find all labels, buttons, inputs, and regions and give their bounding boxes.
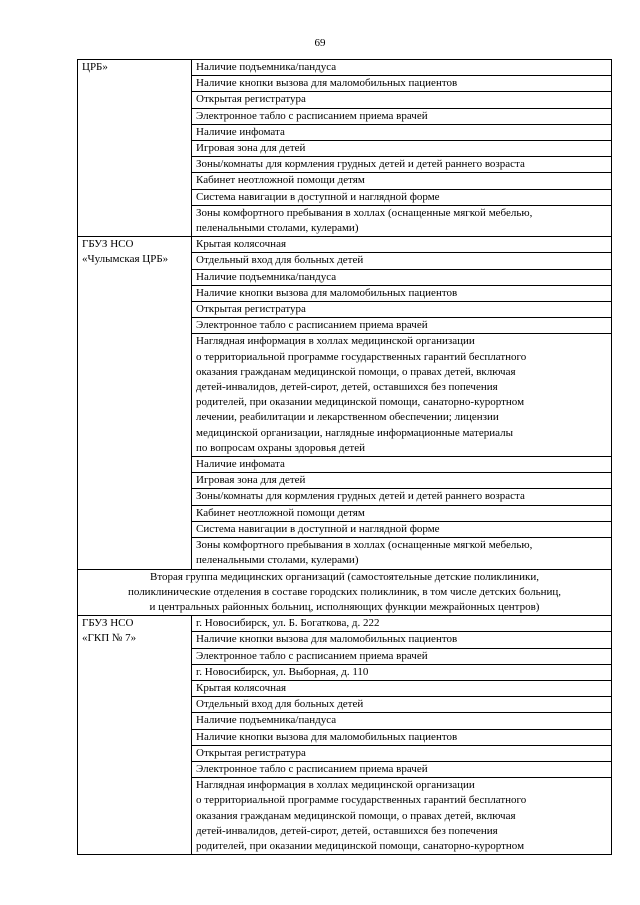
facility-text-line: Электронное табло с расписанием приема врачей [196, 649, 428, 662]
facility-cell [192, 205, 612, 236]
facility-text-line: Наличие инфомата [196, 458, 285, 471]
facility-cell [192, 108, 612, 124]
facility-text-line: Наличие инфомата [196, 125, 285, 138]
organization-cell [78, 616, 192, 855]
facility-text-line: Игровая зона для детей [196, 474, 306, 487]
facility-cell [192, 157, 612, 173]
facility-cell [192, 648, 612, 664]
facility-cell [192, 334, 612, 457]
facility-text-line: детей-инвалидов, детей-сирот, детей, оставшихся без попечения [196, 824, 498, 837]
facility-cell [192, 538, 612, 569]
facility-cell [192, 302, 612, 318]
facility-text-line: Система навигации в доступной и наглядной форме [196, 522, 440, 535]
facility-cell [192, 473, 612, 489]
facility-text-line: Наличие кнопки вызова для маломобильных пациентов [196, 633, 458, 646]
facility-text-line: о территориальной программе государственных гарантий бесплатного [196, 794, 527, 807]
facility-text-line: Отдельный вход для больных детей [196, 698, 364, 711]
facilities-table-body [78, 60, 612, 855]
organization-name-line: ГБУЗ НСО [82, 617, 134, 630]
facility-text-line: Наглядная информация в холлах медицинской организации [196, 335, 475, 348]
facility-cell [192, 92, 612, 108]
facility-text-line: Наличие кнопки вызова для маломобильных пациентов [196, 77, 458, 90]
facility-cell [192, 664, 612, 680]
organization-name-line: «Чулымская ЦРБ» [82, 253, 169, 266]
facility-cell [192, 713, 612, 729]
facility-cell [192, 173, 612, 189]
facility-cell [192, 285, 612, 301]
facility-cell [192, 318, 612, 334]
facility-cell [192, 76, 612, 92]
facility-cell [192, 457, 612, 473]
facility-cell [192, 745, 612, 761]
facility-text-line: медицинской организации, наглядные информационные материалы [196, 426, 513, 439]
organization-name-line: ЦРБ» [82, 61, 108, 73]
facility-text-line: Кабинет неотложной помощи детям [196, 506, 365, 519]
facility-cell [192, 778, 612, 855]
facility-text-line: Открытая регистратура [196, 93, 306, 106]
facility-text-line: Открытая регистратура [196, 303, 306, 316]
organization-cell [78, 237, 192, 569]
facility-text-line: родителей, при оказании медицинской помощи, санаторно-курортном [196, 396, 525, 409]
table-row [78, 616, 612, 632]
facility-cell [192, 489, 612, 505]
facility-text-line: Наглядная информация в холлах медицинской организации [196, 779, 475, 792]
facility-text-line: Крытая колясочная [196, 238, 287, 251]
facility-text-line: Крытая колясочная [196, 681, 287, 694]
facility-text-line: Электронное табло с расписанием приема врачей [196, 319, 428, 332]
facility-text-line: оказания гражданам медицинской помощи, о правах детей, включая [196, 365, 516, 378]
facility-cell [192, 124, 612, 140]
facility-text-line: Система навигации в доступной и наглядной форме [196, 190, 440, 203]
facility-cell [192, 729, 612, 745]
group-heading-cell [78, 569, 612, 616]
facility-text-line: Отдельный вход для больных детей [196, 254, 364, 267]
organization-name-line: ГБУЗ НСО [82, 238, 134, 251]
group-heading-row [78, 569, 612, 616]
facility-cell [192, 632, 612, 648]
page-number: 69 [314, 37, 326, 49]
facility-text-line: Зоны/комнаты для кормления грудных детей и детей раннего возраста [196, 158, 525, 171]
facility-cell [192, 141, 612, 157]
facility-text-line: Наличие подъемника/пандуса [196, 270, 337, 283]
facility-text-line: Электронное табло с расписанием приема врачей [196, 109, 428, 122]
group-heading-line: и центральных районных больниц, исполняющих функции межрайонных центров) [149, 600, 540, 613]
facility-text-line: Зоны комфортного пребывания в холлах (оснащенные мягкой мебелью, [196, 206, 533, 219]
facility-text-line: Зоны комфортного пребывания в холлах (оснащенные мягкой мебелью, [196, 539, 533, 552]
table-row [78, 60, 612, 76]
facility-cell [192, 761, 612, 777]
facility-text-line: родителей, при оказании медицинской помощи, санаторно-курортном [196, 839, 525, 852]
facility-text-line: оказания гражданам медицинской помощи, о правах детей, включая [196, 809, 516, 822]
facility-text-line: Зоны/комнаты для кормления грудных детей и детей раннего возраста [196, 490, 525, 503]
facility-cell [192, 616, 612, 632]
facility-text-line: пеленальными столами, кулерами) [196, 554, 359, 567]
facility-text-line: Наличие подъемника/пандуса [196, 714, 337, 727]
facility-text-line: Игровая зона для детей [196, 142, 306, 155]
facility-cell [192, 253, 612, 269]
facility-text-line: Наличие подъемника/пандуса [196, 61, 337, 73]
group-heading-line: Вторая группа медицинских организаций (самостоятельные детские поликлиники, [149, 570, 540, 583]
facility-text-line: Кабинет неотложной помощи детям [196, 174, 365, 187]
facility-text-line: пеленальными столами, кулерами) [196, 222, 359, 235]
facility-cell [192, 189, 612, 205]
facility-text-line: о территориальной программе государственных гарантий бесплатного [196, 350, 527, 363]
facility-cell [192, 697, 612, 713]
facility-text-line: по вопросам охраны здоровья детей [196, 441, 365, 454]
table-row [78, 237, 612, 253]
facility-text-line: Наличие кнопки вызова для маломобильных пациентов [196, 286, 458, 299]
facilities-table [77, 59, 612, 855]
facility-text-line: Открытая регистратура [196, 746, 306, 759]
facility-text-line: Наличие кнопки вызова для маломобильных пациентов [196, 730, 458, 743]
facility-text-line: Электронное табло с расписанием приема врачей [196, 762, 428, 775]
facility-text-line: детей-инвалидов, детей-сирот, детей, оставшихся без попечения [196, 381, 498, 394]
facility-text-line: г. Новосибирск, ул. Выборная, д. 110 [196, 665, 369, 678]
organization-cell [78, 60, 192, 237]
facility-text-line: г. Новосибирск, ул. Б. Богаткова, д. 222 [196, 617, 380, 630]
facility-cell [192, 60, 612, 76]
facility-cell [192, 521, 612, 537]
group-heading-line: поликлинические отделения в составе городских поликлиник, в том числе детских больниц, [127, 585, 562, 598]
facility-cell [192, 680, 612, 696]
facility-cell [192, 269, 612, 285]
facility-cell [192, 237, 612, 253]
organization-name-line: «ГКП № 7» [82, 632, 137, 645]
facility-cell [192, 505, 612, 521]
facility-text-line: лечении, реабилитации и лекарственном обеспечении; лицензии [196, 411, 499, 424]
